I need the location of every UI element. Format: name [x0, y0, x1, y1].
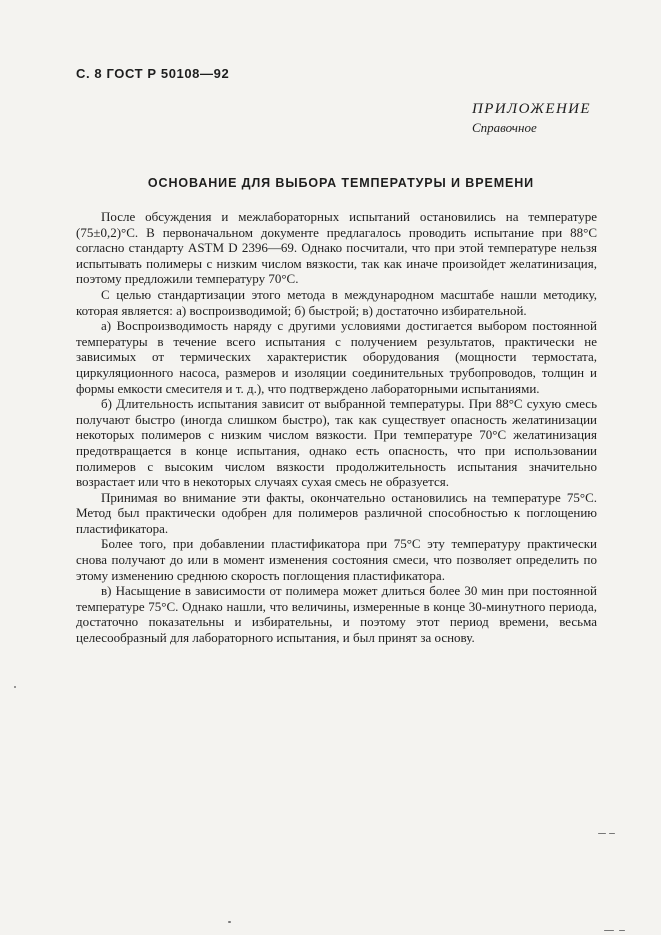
appendix-label [472, 100, 612, 136]
paragraph-reproducibility: а) Воспроизводимость наряду с другими условиями достигается выбором постоянной температуры в течение всего испытания с получением результатов, практически не зависимых от термических характеристик оборудования (мощности термостата, циркуляционного насоса, размеров и изоляции соединительных трубопроводов, толщин и формы емкости смесителя и т. д.), что подтверждено лабораторными испытаниями. [76, 318, 597, 396]
paragraph-intro: После обсуждения и межлабораторных испытаний остановились на температуре (75±0,2)°С. В первоначальном документе предлагалось проводить испытание при 88°С согласно стандарту ASTM D 2396—69. Однако посчитали, что при этой температуре нельзя испытывать полимеры с низким числом вязкости, так как иначе произойдет желатинизация, поэтому предложили температуру 70°С. [76, 209, 597, 287]
section-heading: ОСНОВАНИЕ ДЛЯ ВЫБОРА ТЕМПЕРАТУРЫ И ВРЕМЕНИ [147, 176, 535, 190]
paragraph-standardization: С целью стандартизации этого метода в международном масштабе нашли методику, которая является: а) воспроизводимой; б) быстрой; в) достаточно избирательной. [76, 286, 597, 318]
paragraph-decision: Принимая во внимание эти факты, окончательно остановились на температуре 75°С. Метод был практически одобрен для полимеров различной способностью к поглощению пластификатора. [76, 489, 597, 536]
page-number-header: С. 8 ГОСТ Р 50108—92 [76, 66, 230, 81]
appendix-title: ПРИЛОЖЕНИЕ [472, 101, 591, 117]
paragraph-plasticizer: Более того, при добавлении пластификатора при 75°С эту температуру практически снова получают до или в момент изменения состояния смеси, что позволяет определить по этому изменению среднюю скорость поглощения пластификатора. [76, 536, 597, 583]
paragraph-duration: б) Длительность испытания зависит от выбранной температуры. При 88°С сухую смесь получают быстро (иногда слишком быстро), так как существует опасность желатинизации некоторых полимеров с низким числом вязкости. При температуре 70°С желатинизация предотвращается в конце испытания, однако есть опасность, что при использовании полимеров с высоким числом вязкости продолжительность испытания значительно возрастает или что в некоторых случаях сухая смесь не образуется. [76, 396, 597, 490]
paragraph-saturation: в) Насыщение в зависимости от полимера может длиться более 30 мин при постоянной температуре 75°С. Однако нашли, что величины, измеренные в конце 30-минутного периода, достаточно показательны и избирательны, и поэтому этот период времени, весьма целесообразный для лабораторного испытания, и был принят за основу. [76, 583, 597, 646]
appendix-subtitle: Справочное [472, 120, 537, 135]
body-text [76, 209, 597, 646]
